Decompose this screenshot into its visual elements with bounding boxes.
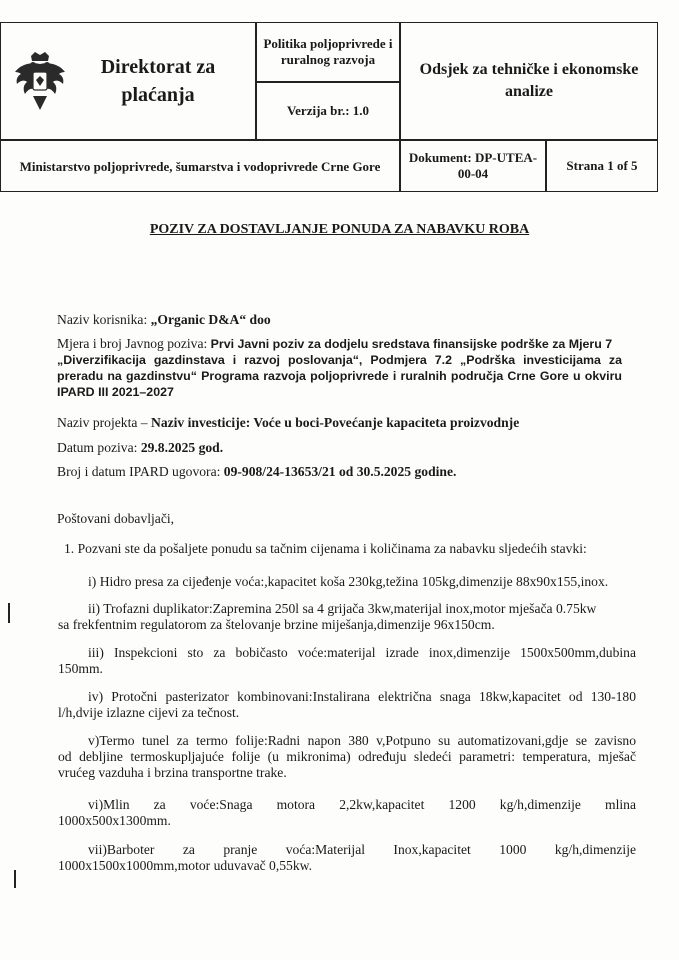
date-line [57,440,223,456]
directorate-title: Direktorat za plaćanja [100,56,216,106]
list-item-i: i) Hidro presa za cijeđenje voća:,kapacitet koša 230kg,težina 105kg,dimenzije 88x90x155,inox. [88,574,609,589]
version-cell: Verzija br.: 1.0 [256,82,400,140]
header-directorate-cell [0,22,256,140]
beneficiary-label: Naziv korisnika: [57,312,151,327]
list-item-vi-line-2: 1000x500x1300mm. [58,813,171,828]
project-value: Naziv investicije: Voće u boci-Povećanje kapaciteta proizvodnje [151,415,520,430]
list-item-iii-line-2: 150mm. [58,661,103,676]
call-text-1: Prvi Javni poziv za dodjelu sredstava finansijske podrške za Mjeru 7 [210,337,613,351]
policy-cell: Politika poljoprivrede i ruralnog razvoja [256,22,400,82]
page-number-cell: Strana 1 of 5 [546,140,658,192]
call-text-4: IPARD III 2021–2027 [57,385,174,399]
list-item-vii-line-2: 1000x1500x1000mm,motor uduvavač 0,55kw. [58,858,312,873]
list-item-v-line-2: od debljine termoskupljajuće folije (u mikronima) određuju sledeći parametri: temperatura, mješač [58,749,636,764]
beneficiary-value: „Organic D&A“ doo [150,312,271,327]
date-label: Datum poziva: [57,440,141,455]
call-text-2: „Diverzifikacija gazdinstava i razvoj poslovanja“, Podmjera 7.2 „Podrška investicijama za [57,353,622,367]
list-item-vi-line-1: vi)Mlin za voće:Snaga motora 2,2kw,kapacitet 1200 kg/h,dimenzije mlina [88,797,636,812]
project-line [57,415,519,431]
greeting: Poštovani dobavljači, [57,511,175,526]
list-item-ii-line-1: ii) Trofazni duplikator:Zapremina 250l sa 4 grijača 3kw,materijal inox,motor mješača 0.75kw [88,601,597,616]
header-table [0,22,658,192]
contract-line [57,464,456,480]
scan-margin-mark [8,603,10,623]
list-item-ii-line-2: sa frekfentnim regulatorom za štelovanje brzine miješanja,dimenzije 96x150cm. [58,617,495,632]
list-item-iv-line-1: iv) Protočni pasterizator kombinovani:Instalirana električna snaga 18kw,kapacitet od 130-180 [88,689,636,704]
project-label: Naziv projekta – [57,415,151,430]
list-item-iii-line-1: iii) Inspekcioni sto za bobičasto voće:materijal izrade inox,dimenzije 1500x500mm,dubina [88,645,636,660]
list-item-v-line-1: v)Termo tunel za termo folije:Radni napon 380 v,Potpuno su automatizovani,gdje se zavisno [88,733,636,748]
list-item-vii-line-1: vii)Barboter za pranje voća:Materijal Inox,kapacitet 1000 kg/h,dimenzije [88,842,636,857]
contract-label: Broj i datum IPARD ugovora: [57,464,224,479]
coat-of-arms-icon [13,50,67,112]
list-item-iv-line-2: l/h,dvije izlazne cijevi za tečnost. [58,705,240,720]
scan-margin-mark [14,870,16,888]
document-title: POZIV ZA DOSTAVLJANJE PONUDA ZA NABAVKU ROBA [149,222,530,237]
document-id-cell: Dokument: DP-UTEA-00-04 [400,140,546,192]
beneficiary-line [57,312,271,328]
department-cell: Odsjek za tehničke i ekonomske analize [400,22,658,140]
call-text-3: preradu na gazdinstvu“ Programa razvoja poljoprivrede i ruralnih područja Crne Gore u okviru [57,369,622,383]
date-value: 29.8.2025 god. [140,440,224,455]
contract-value: 09-908/24-13653/21 od 30.5.2025 godine. [223,464,457,479]
call-line-1 [57,336,612,352]
ministry-cell: Ministarstvo poljoprivrede, šumarstva i vodoprivrede Crne Gore [0,140,400,192]
list-item-v-line-3: vrućeg vazduha i brzina transportne trake. [58,765,287,780]
item-1-intro: 1. Pozvani ste da pošaljete ponudu sa tačnim cijenama i količinama za nabavku sljedećih stavki: [64,541,587,556]
call-label: Mjera i broj Javnog poziva: [57,336,211,351]
